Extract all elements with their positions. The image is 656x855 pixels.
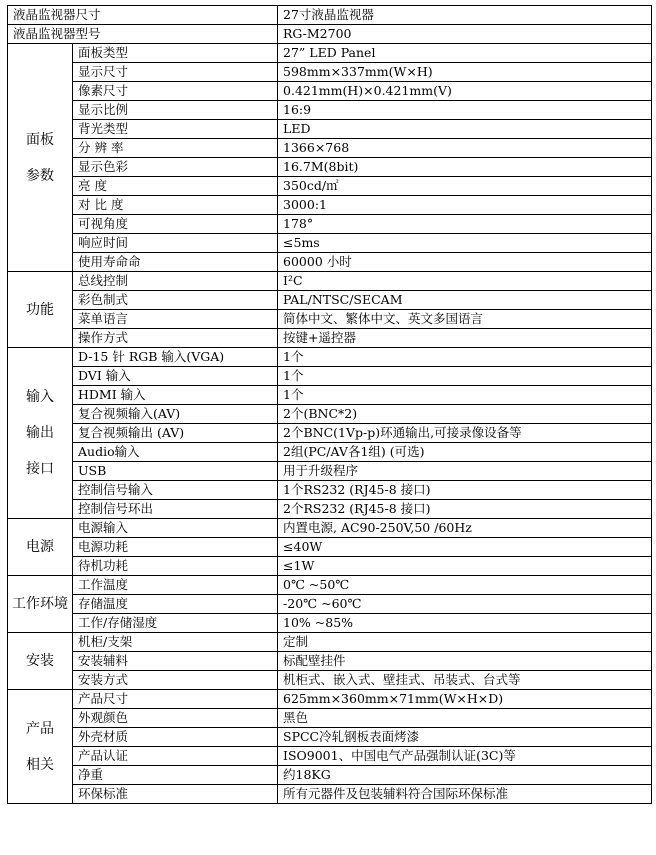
- table-row: [8, 652, 652, 671]
- spec-value: ≤5ms: [278, 234, 652, 253]
- spec-label: 外观颜色: [73, 709, 278, 728]
- table-row: [8, 253, 652, 272]
- spec-label: 控制信号输入: [73, 481, 278, 500]
- spec-label: 使用寿命命: [73, 253, 278, 272]
- table-row: [8, 329, 652, 348]
- spec-value: 3000:1: [278, 196, 652, 215]
- section-label: [8, 44, 73, 272]
- section-label-line: 输入: [26, 389, 54, 405]
- spec-value: 1个RS232 (RJ45-8 接口): [278, 481, 652, 500]
- table-row: [8, 177, 652, 196]
- spec-label: 操作方式: [73, 329, 278, 348]
- table-row: [8, 291, 652, 310]
- spec-label: 产品认证: [73, 747, 278, 766]
- spec-value: 所有元器件及包装辅料符合国际环保标准: [278, 785, 652, 804]
- spec-label: 安装方式: [73, 671, 278, 690]
- spec-label: 对 比 度: [73, 196, 278, 215]
- table-row: [8, 576, 652, 595]
- spec-value: 1个: [278, 348, 652, 367]
- spec-value: ISO9001、中国电气产品强制认证(3C)等: [278, 747, 652, 766]
- spec-value: 60000 小时: [278, 253, 652, 272]
- spec-label: 外壳材质: [73, 728, 278, 747]
- spec-label: 菜单语言: [73, 310, 278, 329]
- header-label: 液晶监视器型号: [8, 25, 278, 44]
- table-row: [8, 462, 652, 481]
- table-row: [8, 538, 652, 557]
- header-value: 27寸液晶监视器: [278, 6, 652, 25]
- table-row: [8, 557, 652, 576]
- section-label: [8, 576, 73, 633]
- section-label: [8, 348, 73, 519]
- spec-label: HDMI 输入: [73, 386, 278, 405]
- table-row: [8, 424, 652, 443]
- spec-value: 内置电源, AC90-250V,50 /60Hz: [278, 519, 652, 538]
- spec-value: 1个: [278, 386, 652, 405]
- table-row: [8, 785, 652, 804]
- table-row: [8, 690, 652, 709]
- spec-label: 复合视频输入(AV): [73, 405, 278, 424]
- table-row: [8, 481, 652, 500]
- spec-value: 2个RS232 (RJ45-8 接口): [278, 500, 652, 519]
- table-row: [8, 101, 652, 120]
- spec-label: 彩色制式: [73, 291, 278, 310]
- spec-value: 1个: [278, 367, 652, 386]
- spec-value: -20℃ ~60℃: [278, 595, 652, 614]
- spec-value: 2个BNC(1Vp-p)环通输出,可接录像设备等: [278, 424, 652, 443]
- spec-value: 1366×768: [278, 139, 652, 158]
- spec-label: 净重: [73, 766, 278, 785]
- spec-label: 亮 度: [73, 177, 278, 196]
- spec-label: 显示比例: [73, 101, 278, 120]
- spec-value: 10% ~85%: [278, 614, 652, 633]
- table-row: [8, 158, 652, 177]
- table-row: [8, 709, 652, 728]
- section-label: [8, 633, 73, 690]
- table-row: [8, 633, 652, 652]
- spec-value: 16:9: [278, 101, 652, 120]
- spec-label: 分 辨 率: [73, 139, 278, 158]
- table-row: [8, 443, 652, 462]
- spec-value: 标配壁挂件: [278, 652, 652, 671]
- section-label-line: 相关: [26, 756, 54, 773]
- spec-label: 电源功耗: [73, 538, 278, 557]
- spec-label: 环保标准: [73, 785, 278, 804]
- spec-value: 机柜式、嵌入式、壁挂式、吊装式、台式等: [278, 671, 652, 690]
- spec-label: 复合视频输出 (AV): [73, 424, 278, 443]
- spec-value: LED: [278, 120, 652, 139]
- spec-label: DVI 输入: [73, 367, 278, 386]
- spec-value: 178°: [278, 215, 652, 234]
- spec-value: 0℃ ~50℃: [278, 576, 652, 595]
- spec-label: 响应时间: [73, 234, 278, 253]
- header-row: [8, 25, 652, 44]
- table-row: [8, 120, 652, 139]
- section-label-line: 功能: [26, 301, 54, 318]
- spec-value: 2组(PC/AV各1组) (可选): [278, 443, 652, 462]
- table-row: [8, 405, 652, 424]
- spec-value: 2个(BNC*2): [278, 405, 652, 424]
- spec-label: 背光类型: [73, 120, 278, 139]
- spec-label: 总线控制: [73, 272, 278, 291]
- spec-value: ≤40W: [278, 538, 652, 557]
- spec-label: 电源输入: [73, 519, 278, 538]
- table-row: [8, 519, 652, 538]
- spec-label: 存储温度: [73, 595, 278, 614]
- section-label-line: 工作环境: [12, 596, 68, 612]
- spec-value: 用于升级程序: [278, 462, 652, 481]
- table-row: [8, 272, 652, 291]
- spec-label: 可视角度: [73, 215, 278, 234]
- spec-value: 定制: [278, 633, 652, 652]
- spec-value: I²C: [278, 272, 652, 291]
- spec-label: 待机功耗: [73, 557, 278, 576]
- spec-value: 350cd/㎡: [278, 177, 652, 196]
- table-row: [8, 44, 652, 63]
- spec-label: USB: [73, 462, 278, 481]
- section-label-line: 面板: [26, 131, 54, 148]
- table-row: [8, 614, 652, 633]
- table-row: [8, 728, 652, 747]
- table-row: [8, 82, 652, 101]
- table-row: [8, 310, 652, 329]
- header-value: RG-M2700: [278, 25, 652, 44]
- spec-label: 像素尺寸: [73, 82, 278, 101]
- section-label-line: 输出: [26, 425, 54, 441]
- table-row: [8, 63, 652, 82]
- spec-value: PAL/NTSC/SECAM: [278, 291, 652, 310]
- table-row: [8, 386, 652, 405]
- spec-value: 简体中文、繁体中文、英文多国语言: [278, 310, 652, 329]
- section-label-line: 安装: [26, 653, 54, 669]
- header-label: 液晶监视器尺寸: [8, 6, 278, 25]
- table-row: [8, 595, 652, 614]
- table-row: [8, 196, 652, 215]
- table-row: [8, 215, 652, 234]
- spec-value: 598mm×337mm(W×H): [278, 63, 652, 82]
- spec-value: ≤1W: [278, 557, 652, 576]
- spec-value: 16.7M(8bit): [278, 158, 652, 177]
- table-row: [8, 367, 652, 386]
- spec-label: Audio输入: [73, 443, 278, 462]
- table-row: [8, 234, 652, 253]
- spec-label: 显示尺寸: [73, 63, 278, 82]
- spec-value: 黑色: [278, 709, 652, 728]
- spec-label: 安装辅料: [73, 652, 278, 671]
- section-label: [8, 272, 73, 348]
- section-label: [8, 519, 73, 576]
- spec-label: 机柜/支架: [73, 633, 278, 652]
- spec-label: 工作/存储湿度: [73, 614, 278, 633]
- table-row: [8, 348, 652, 367]
- table-row: [8, 747, 652, 766]
- section-label: [8, 690, 73, 804]
- spec-label: 工作温度: [73, 576, 278, 595]
- section-label-line: 接口: [26, 461, 54, 477]
- section-label-line: 产品: [26, 720, 54, 737]
- header-row: [8, 6, 652, 25]
- spec-value: 按键+遥控器: [278, 329, 652, 348]
- spec-value: 约18KG: [278, 766, 652, 785]
- spec-label: 控制信号环出: [73, 500, 278, 519]
- spec-value: 27” LED Panel: [278, 44, 652, 63]
- table-row: [8, 139, 652, 158]
- section-label-line: 参数: [26, 167, 54, 184]
- table-row: [8, 766, 652, 785]
- spec-label: 产品尺寸: [73, 690, 278, 709]
- table-row: [8, 671, 652, 690]
- spec-value: SPCC冷轧钢板表面烤漆: [278, 728, 652, 747]
- spec-table: [7, 5, 652, 804]
- spec-label: 面板类型: [73, 44, 278, 63]
- spec-value: 0.421mm(H)×0.421mm(V): [278, 82, 652, 101]
- table-row: [8, 500, 652, 519]
- spec-value: 625mm×360mm×71mm(W×H×D): [278, 690, 652, 709]
- spec-label: D-15 针 RGB 输入(VGA): [73, 348, 278, 367]
- section-label-line: 电源: [26, 539, 54, 555]
- spec-label: 显示色彩: [73, 158, 278, 177]
